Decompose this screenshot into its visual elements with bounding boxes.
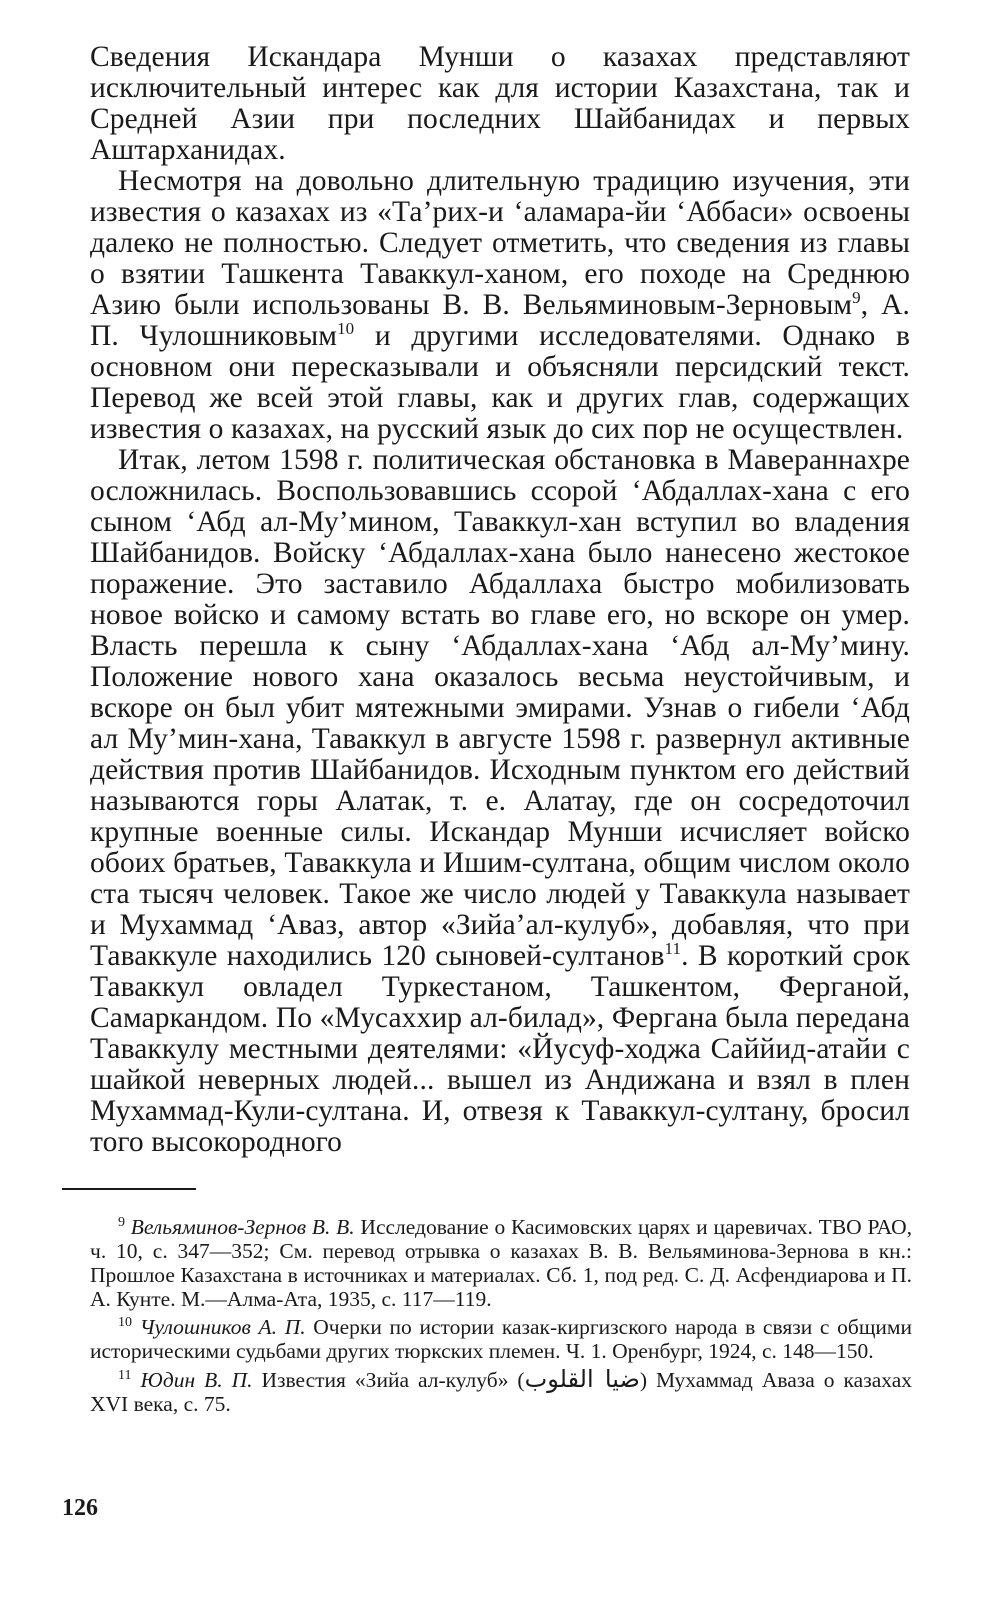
footnote-author: Юдин В. П. (140, 1368, 253, 1392)
paragraph-2-part-a: Несмотря на довольно длительную традицию изучения, эти известия о казахах из «Та’рих-и ‘аламара-йи ‘Аббаси» освоены далеко не полностью. Следует отметить, что сведения из главы о взятии Ташкента Таваккул-ханом, его походе на Среднюю Азию были использованы В. В. Вельяминовым-Зерновым (90, 165, 910, 321)
paragraph-2 (90, 166, 910, 445)
footnote-author: Чулошников А. П. (139, 1315, 306, 1339)
paragraph-3-part-a: Итак, летом 1598 г. политическая обстановка в Мавераннахре осложнилась. Воспользовавшись ссорой ‘Абдаллах-хана с его сыном ‘Абд ал-Му’мином, Таваккул-хан вступил во владения Шайбанидов. Войску ‘Абдаллах-хана было нанесено жестокое поражение. Это заставило Абдаллаха быстро мобилизовать новое войско и самому встать во главе его, но вскоре он умер. Власть перешла к сыну ‘Абдаллах-хана ‘Абд ал-Му’мину. Положение нового хана оказалось весьма неустойчивым, и вскоре он был убит мятежными эмирами. Узнав о гибели ‘Абд ал Му’мин-хана, Таваккул в августе 1598 г. развернул активные действия против Шайбанидов. Исходным пунктом его действий называются горы Алатак, т. е. Алатау, где он сосредоточил крупные военные силы. Искандар Мунши исчисляет войско обоих братьев, Таваккула и Ишим-султана, общим числом около ста тысяч человек. Такое же число людей у Таваккула называет и Мухаммад ‘Аваз, автор «Зийа’ал-кулуб», добавляя, что при Таваккуле находились 120 сыновей-султанов (90, 444, 910, 972)
footnote-9 (90, 1215, 912, 1311)
paragraph-3 (90, 445, 910, 1158)
page-number: 126 (62, 1495, 98, 1521)
footnote-author: Вельяминов-Зернов В. В. (130, 1215, 355, 1239)
paragraph-2-part-b: , А. П. Чулошниковым (90, 289, 910, 352)
paragraph-3-part-b: . В короткий срок Таваккул овладел Туркестаном, Ташкентом, Ферганой, Самаркандом. По «Мусаххир ал-билад», Фергана была передана Таваккулу местными деятелями: «Йусуф-ходжа Саййид-атайи с шайкой неверных людей... вышел из Андижана и взял в плен Мухаммад-Кули-султана. И, отвезя к Таваккул-султану, бросил того высокородного (90, 940, 910, 1158)
arabic-title: ضيا القلوب (524, 1365, 640, 1393)
footnote-number: 9 (118, 1214, 125, 1230)
footnotes (90, 1215, 912, 1420)
footnote-divider (62, 1188, 196, 1190)
footnote-10 (90, 1315, 912, 1363)
footnote-text: Очерки по истории казак-киргизского народа в связи с общими историческими судьбами других тюркских племен. Ч. 1. Оренбург, 1924, с. 148—150. (90, 1315, 913, 1363)
footnote-text: Исследование о Касимовских царях и царевичах. ТВО РАО, ч. 10, с. 347—352; См. перевод отрывка о казахах В. В. Вельяминова-Зернова в кн.: Прошлое Казахстана в источниках и материалах. Сб. 1, под ред. С. Д. Асфендиарова и П. А. Кунте. М.—Алма-Ата, 1935, с. 117—119. (90, 1215, 913, 1311)
footnote-11 (90, 1367, 912, 1416)
paragraph-1: Сведения Искандара Мунши о казахах представляют исключительный интерес как для истории Казахстана, так и Средней Азии при последних Шайбанидах и первых Аштарханидах. (90, 41, 910, 166)
footnote-ref-11[interactable]: 11 (664, 939, 682, 959)
footnote-ref-9[interactable]: 9 (852, 288, 861, 308)
footnote-text-end: ) Мухаммад Аваза о казахах XVI века, с. 75. (90, 1368, 912, 1416)
footnote-number: 11 (118, 1367, 132, 1383)
paragraph-2-part-c: и другими исследователями. Однако в основном они пересказывали и объясняли персидский текст. Перевод же всей этой главы, как и других глав, содержащих известия о казахах, на русский язык до сих пор не осуществлен. (90, 320, 910, 445)
main-text (90, 42, 910, 1158)
footnote-number: 10 (118, 1314, 132, 1330)
footnote-ref-10[interactable]: 10 (337, 319, 355, 339)
footnote-text: Известия «Зийа ал-кулуб» ( (252, 1368, 525, 1392)
